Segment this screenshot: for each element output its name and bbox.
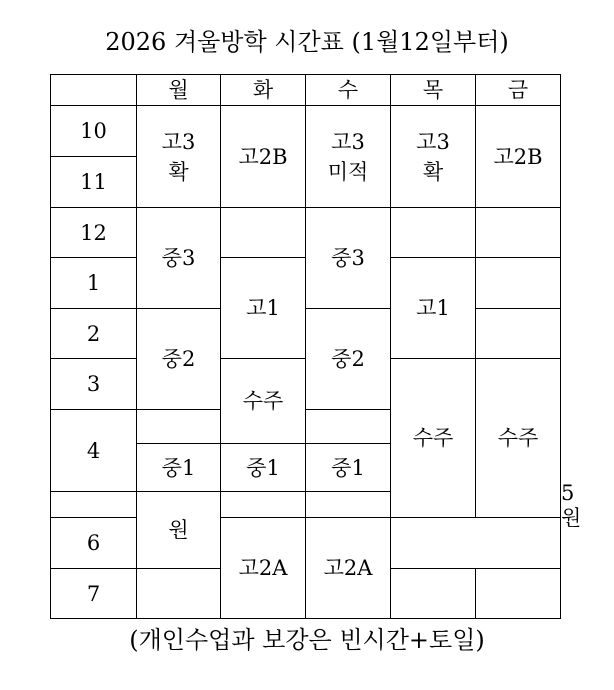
day-header-thu: 목: [391, 75, 476, 106]
class-cell-tue: 중1: [221, 444, 306, 492]
class-cell-mon: 고3 확: [137, 106, 221, 208]
class-cell-mon: 고2A: [221, 518, 306, 619]
hour-label: 10: [51, 106, 137, 157]
empty-cell: [137, 569, 221, 619]
class-cell-fri: 수주: [476, 359, 561, 518]
page-title: 2026 겨울방학 시간표 (1월12일부터): [105, 28, 509, 56]
timetable: 월 화 수 목 금 10 고3 확 고2B 고3 미적 고3 확 고2B 11 12 중3 중3 1 고1 고1 2 중2 중2 3 수주 수주 수주 4 중1 중1 중1 5 원 원 6 고2A 고2A 7: [50, 74, 561, 619]
class-cell-tue: 수주: [221, 359, 306, 444]
class-cell-tue: 고1: [221, 258, 306, 359]
empty-cell: [391, 208, 476, 258]
empty-cell: [476, 309, 561, 359]
empty-cell: [476, 208, 561, 258]
hour-label: 3: [51, 359, 137, 410]
class-cell-tue: 고2B: [221, 106, 306, 208]
empty-cell: [391, 569, 476, 619]
empty-cell: [221, 208, 306, 258]
class-cell-thu: 수주: [391, 359, 476, 518]
hour-label: 4: [51, 410, 137, 492]
class-cell-wed: 중2: [306, 309, 391, 410]
corner-cell: [51, 75, 137, 106]
day-header-fri: 금: [476, 75, 561, 106]
empty-cell: [306, 410, 391, 444]
hour-label: 1: [51, 258, 137, 309]
class-cell-mon: 중3: [137, 208, 221, 309]
empty-cell: [51, 492, 137, 518]
hour-label: 12: [51, 208, 137, 258]
footer-note: (개인수업과 보강은 빈시간+토일): [129, 626, 485, 654]
class-cell-wed: 중1: [306, 444, 391, 492]
day-header-tue: 화: [221, 75, 306, 106]
hour-label: 2: [51, 309, 137, 359]
class-cell-wed: 중3: [306, 208, 391, 309]
empty-cell: [137, 410, 221, 444]
empty-cell: [476, 258, 561, 309]
class-cell-thu: 고3 확: [391, 106, 476, 208]
empty-cell: [221, 492, 306, 518]
hour-label: 7: [51, 569, 137, 619]
class-cell-wed: 고2A: [306, 518, 391, 619]
class-cell-wed: 고3 미적: [306, 106, 391, 208]
class-cell-fri: 고2B: [476, 106, 561, 208]
class-cell-tue: 원: [137, 492, 221, 569]
empty-cell: [476, 569, 561, 619]
hour-label: 11: [51, 157, 137, 208]
day-header-mon: 월: [137, 75, 221, 106]
hour-label: 6: [51, 518, 137, 569]
class-cell-mon: 중2: [137, 309, 221, 410]
day-header-wed: 수: [306, 75, 391, 106]
class-cell-mon: 중1: [137, 444, 221, 492]
class-cell-thu: 고1: [391, 258, 476, 359]
